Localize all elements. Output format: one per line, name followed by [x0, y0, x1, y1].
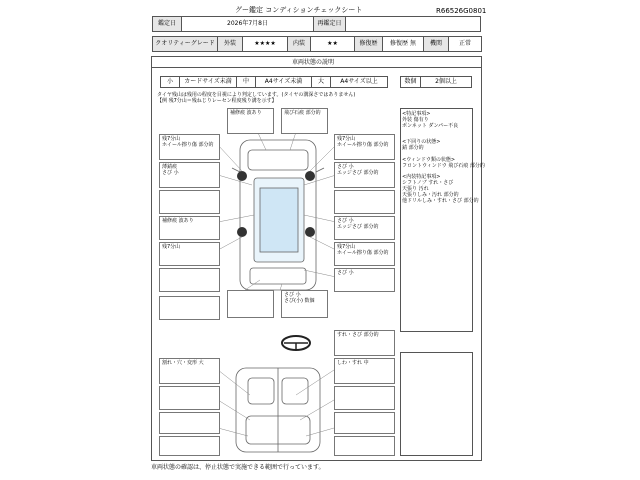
note-interior-3: 天張りしみ・汚れ 部分的 — [402, 192, 459, 198]
section-title: 車両状態の説明 — [292, 59, 335, 66]
kantei-date-value: 2026年7月8日 — [181, 16, 314, 32]
legend-medium-desc: A4サイズ未満 — [255, 76, 312, 88]
label-bottom-left — [227, 290, 274, 318]
note-special-1: 外装 傷有り — [402, 117, 429, 123]
interior-label: 内装 — [287, 36, 311, 52]
note-window-head: <ウィンドウ類の状態> — [402, 157, 456, 163]
note-interior-4: 他ドリルしみ・すれ・さび 部分的 — [402, 198, 479, 204]
label-interior-left4 — [159, 436, 220, 456]
legend-small-desc: カードサイズ未満 — [179, 76, 237, 88]
sheet-code: R66526G0801 — [436, 7, 487, 15]
label-left-mid2: 補修痕 波あり — [159, 216, 220, 240]
label-interior-left: 割れ・穴・変形 大 — [159, 358, 220, 384]
note-special-head: <特記事項> — [402, 111, 431, 117]
label-right-front-tire: 残7分山 ホイール擦り傷 部分的 — [334, 134, 395, 160]
label-left-front-tire: 残7分山 ホイール擦り傷 部分的 — [159, 134, 220, 160]
legend-count-desc: 2個以上 — [420, 76, 472, 88]
note-interior-head: <内装特記事項> — [402, 174, 441, 180]
note-under-head: <下回りの状態> — [402, 139, 441, 145]
label-right-rear-tire: 残7分山 ホイール擦り傷 部分的 — [334, 242, 395, 266]
legend-medium: 中 — [236, 76, 256, 88]
legend-count: 数個 — [400, 76, 421, 88]
exterior-label: 外装 — [217, 36, 243, 52]
label-interior-left3 — [159, 412, 220, 434]
label-right-mid2: さび 小 エッジさび 部分的 — [334, 216, 395, 240]
sheet-title: グー鑑定 コンディションチェックシート — [235, 6, 363, 14]
note-special-2: ボンネット ダンパー不良 — [402, 123, 459, 129]
engine-value: 正常 — [448, 36, 482, 52]
label-left-blank1 — [159, 190, 220, 214]
label-left-blank2 — [159, 268, 220, 292]
tire-example: 【例 残7分山＝残ねじりレーセン程度残り溝を示す】 — [157, 98, 277, 104]
note-under-1: 錆 部分的 — [402, 145, 424, 151]
label-left-mid1: 薄錆痕 さび 小 — [159, 162, 220, 188]
note-window-1: フロントウィンドウ 飛び石痕 部分的 — [402, 163, 485, 169]
label-top-left: 補修痕 波あり — [227, 108, 274, 134]
label-interior-right: しわ・すれ 中 — [334, 358, 395, 384]
exterior-value: ★★★★ — [242, 36, 288, 52]
label-top-right: 飛び石痕 部分的 — [281, 108, 328, 134]
legend-large-desc: A4サイズ以上 — [330, 76, 388, 88]
note-interior-1: シフトノブ すれ・さび — [402, 180, 454, 186]
label-interior-right2 — [334, 386, 395, 410]
engine-label: 機関 — [423, 36, 449, 52]
label-left-blank3 — [159, 296, 220, 320]
label-steering: すれ・さび 部分的 — [334, 330, 395, 356]
tire-note: タイヤ残山は残用の程度を目視により判定しています。(タイヤの溝深さではありません) — [157, 92, 356, 98]
note-interior-2: 天張り 汚れ — [402, 186, 429, 192]
repair-history-value: 修復歴 無 — [382, 36, 424, 52]
label-interior-right3 — [334, 412, 395, 434]
notes-box-2 — [400, 352, 473, 456]
footer-note: 車両状態の確認は、停止状態で実施できる範囲で行っています。 — [151, 464, 325, 471]
legend-small: 小 — [160, 76, 180, 88]
legend-large: 大 — [311, 76, 331, 88]
label-left-rear-tire: 残7分山 — [159, 242, 220, 266]
label-bottom-center: さび 小 さび(小) 数個 — [281, 290, 328, 318]
interior-value: ★★ — [310, 36, 355, 52]
re-kantei-label: 再鑑定日 — [313, 16, 346, 32]
label-interior-left2 — [159, 386, 220, 410]
repair-history-label: 修復歴 — [354, 36, 383, 52]
quality-grade-label: クオリティーグレード — [152, 36, 218, 52]
label-right-mid1: さび 小 エッジさび 部分的 — [334, 162, 395, 188]
kantei-date-label: 鑑定日 — [152, 16, 182, 32]
label-right-blank1 — [334, 190, 395, 214]
label-interior-right4 — [334, 436, 395, 456]
label-right-mid3: さび 小 — [334, 268, 395, 292]
